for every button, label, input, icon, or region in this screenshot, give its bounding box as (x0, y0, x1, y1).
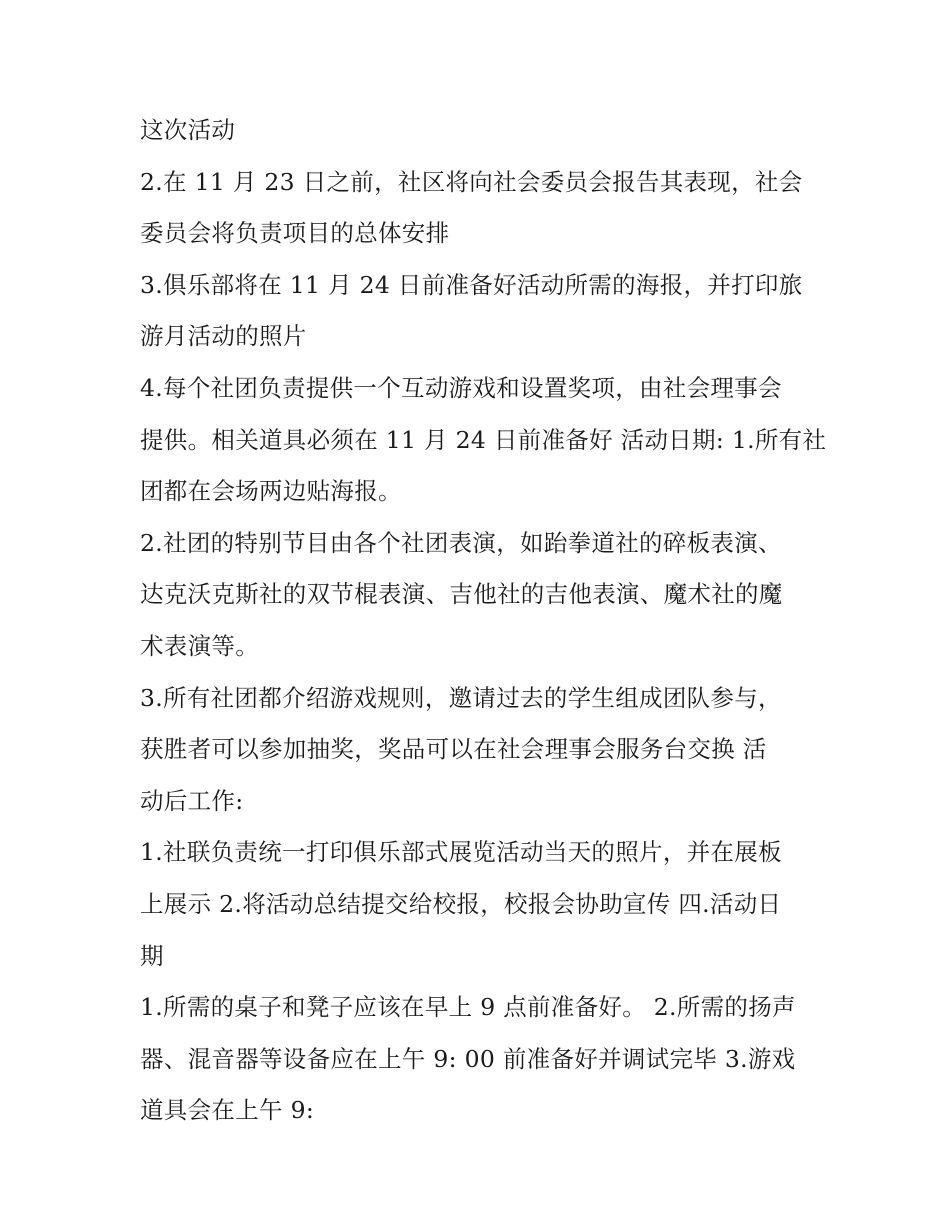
text-line: 道具会在上午 9: (140, 1096, 315, 1125)
text-line: 获胜者可以参加抽奖，奖品可以在社会理事会服务台交换 活 (140, 735, 767, 764)
text-line: 提供。相关道具必须在 11 月 24 日前准备好 活动日期: 1.所有社 (140, 425, 827, 454)
text-line: 上展示 2.将活动总结提交给校报，校报会协助宣传 四.活动日 (140, 889, 782, 918)
text-line: 器、混音器等设备应在上午 9: 00 前准备好并调试完毕 3.游戏 (140, 1044, 796, 1073)
text-line: 期 (140, 941, 164, 970)
text-line: 这次活动 (140, 116, 236, 144)
text-line: 团都在会场两边贴海报。 (140, 477, 402, 506)
document-body (140, 108, 827, 1140)
text-line: 2.在 11 月 23 日之前，社区将向社会委员会报告其表现，社会 (140, 167, 803, 196)
text-line: 2.社团的特别节目由各个社团表演，如跆拳道社的碎板表演、 (140, 528, 782, 557)
text-line: 4.每个社团负责提供一个互动游戏和设置奖项，由社会理事会 (140, 373, 782, 402)
text-line: 3.所有社团都介绍游戏规则，邀请过去的学生组成团队参与， (140, 683, 782, 712)
text-line: 游月活动的照片 (140, 322, 307, 351)
text-line: 达克沃克斯社的双节棍表演、吉他社的吉他表演、魔术社的魔 (140, 580, 783, 609)
text-line: 1.所需的桌子和凳子应该在早上 9 点前准备好。 2.所需的扬声 (140, 993, 796, 1022)
text-line: 术表演等。 (140, 631, 259, 660)
text-line: 1.社联负责统一打印俱乐部式展览活动当天的照片，并在展板 (140, 838, 782, 867)
text-line: 3.俱乐部将在 11 月 24 日前准备好活动所需的海报，并打印旅 (140, 270, 803, 299)
text-line: 动后工作: (140, 786, 244, 815)
text-line: 委员会将负责项目的总体安排 (140, 219, 450, 248)
